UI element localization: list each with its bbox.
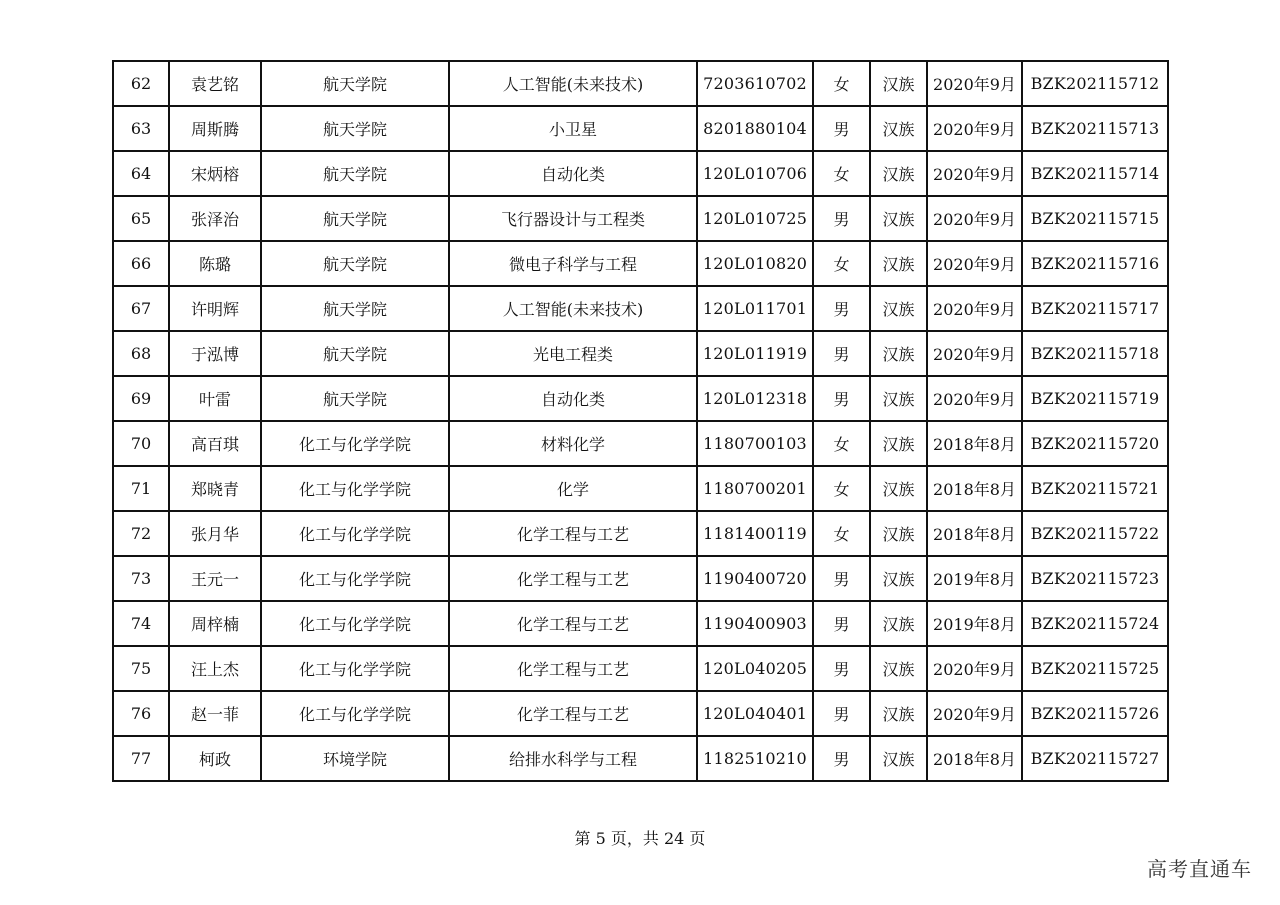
student-name-cell: 张月华 (169, 511, 261, 556)
certificate-number-cell: BZK202115726 (1022, 691, 1168, 736)
gender-cell: 男 (813, 691, 870, 736)
gender-cell: 女 (813, 421, 870, 466)
student-id-cell: 8201880104 (697, 106, 813, 151)
major-cell: 化学 (449, 466, 697, 511)
certificate-number-cell: BZK202115722 (1022, 511, 1168, 556)
table-row (113, 421, 1168, 466)
certificate-number-cell: BZK202115716 (1022, 241, 1168, 286)
ethnicity-cell: 汉族 (870, 511, 927, 556)
ethnicity-cell: 汉族 (870, 61, 927, 106)
certificate-number-cell: BZK202115719 (1022, 376, 1168, 421)
gender-cell: 男 (813, 286, 870, 331)
enrollment-date-cell: 2020年9月 (927, 646, 1022, 691)
row-number-cell: 68 (113, 331, 169, 376)
student-id-cell: 1182510210 (697, 736, 813, 781)
row-number-cell: 71 (113, 466, 169, 511)
student-id-cell: 120L040205 (697, 646, 813, 691)
major-cell: 材料化学 (449, 421, 697, 466)
row-number-cell: 73 (113, 556, 169, 601)
student-name-cell: 汪上杰 (169, 646, 261, 691)
major-cell: 光电工程类 (449, 331, 697, 376)
table-row (113, 556, 1168, 601)
college-cell: 化工与化学学院 (261, 421, 449, 466)
student-name-cell: 陈璐 (169, 241, 261, 286)
student-roster-table (112, 60, 1169, 782)
student-name-cell: 郑晓青 (169, 466, 261, 511)
gender-cell: 男 (813, 646, 870, 691)
college-cell: 化工与化学学院 (261, 601, 449, 646)
ethnicity-cell: 汉族 (870, 691, 927, 736)
row-number-cell: 67 (113, 286, 169, 331)
enrollment-date-cell: 2020年9月 (927, 376, 1022, 421)
major-cell: 化学工程与工艺 (449, 556, 697, 601)
major-cell: 人工智能(未来技术) (449, 61, 697, 106)
gender-cell: 女 (813, 241, 870, 286)
enrollment-date-cell: 2020年9月 (927, 196, 1022, 241)
enrollment-date-cell: 2019年8月 (927, 601, 1022, 646)
student-name-cell: 于泓博 (169, 331, 261, 376)
table-row (113, 286, 1168, 331)
ethnicity-cell: 汉族 (870, 196, 927, 241)
table-row (113, 466, 1168, 511)
college-cell: 化工与化学学院 (261, 466, 449, 511)
row-number-cell: 66 (113, 241, 169, 286)
enrollment-date-cell: 2020年9月 (927, 241, 1022, 286)
student-id-cell: 1180700201 (697, 466, 813, 511)
row-number-cell: 77 (113, 736, 169, 781)
gender-cell: 女 (813, 466, 870, 511)
college-cell: 化工与化学学院 (261, 556, 449, 601)
ethnicity-cell: 汉族 (870, 466, 927, 511)
table-row (113, 601, 1168, 646)
student-id-cell: 120L040401 (697, 691, 813, 736)
enrollment-date-cell: 2018年8月 (927, 421, 1022, 466)
ethnicity-cell: 汉族 (870, 331, 927, 376)
college-cell: 航天学院 (261, 376, 449, 421)
enrollment-date-cell: 2018年8月 (927, 466, 1022, 511)
row-number-cell: 76 (113, 691, 169, 736)
enrollment-date-cell: 2018年8月 (927, 736, 1022, 781)
table-row (113, 241, 1168, 286)
student-name-cell: 叶雷 (169, 376, 261, 421)
ethnicity-cell: 汉族 (870, 241, 927, 286)
ethnicity-cell: 汉族 (870, 556, 927, 601)
enrollment-date-cell: 2020年9月 (927, 61, 1022, 106)
row-number-cell: 72 (113, 511, 169, 556)
college-cell: 航天学院 (261, 61, 449, 106)
student-id-cell: 1181400119 (697, 511, 813, 556)
gender-cell: 男 (813, 601, 870, 646)
certificate-number-cell: BZK202115720 (1022, 421, 1168, 466)
certificate-number-cell: BZK202115713 (1022, 106, 1168, 151)
student-name-cell: 周斯腾 (169, 106, 261, 151)
college-cell: 航天学院 (261, 151, 449, 196)
certificate-number-cell: BZK202115718 (1022, 331, 1168, 376)
gender-cell: 男 (813, 106, 870, 151)
row-number-cell: 64 (113, 151, 169, 196)
certificate-number-cell: BZK202115712 (1022, 61, 1168, 106)
certificate-number-cell: BZK202115727 (1022, 736, 1168, 781)
certificate-number-cell: BZK202115714 (1022, 151, 1168, 196)
table-row (113, 511, 1168, 556)
row-number-cell: 74 (113, 601, 169, 646)
gender-cell: 女 (813, 61, 870, 106)
student-name-cell: 高百琪 (169, 421, 261, 466)
table-row (113, 691, 1168, 736)
table-row (113, 196, 1168, 241)
major-cell: 化学工程与工艺 (449, 601, 697, 646)
major-cell: 化学工程与工艺 (449, 646, 697, 691)
major-cell: 自动化类 (449, 376, 697, 421)
gender-cell: 女 (813, 151, 870, 196)
student-id-cell: 1190400720 (697, 556, 813, 601)
gender-cell: 男 (813, 736, 870, 781)
enrollment-date-cell: 2020年9月 (927, 151, 1022, 196)
ethnicity-cell: 汉族 (870, 601, 927, 646)
table-row (113, 151, 1168, 196)
student-id-cell: 1190400903 (697, 601, 813, 646)
page-number: 第 5 页，共 24 页 (574, 829, 706, 848)
enrollment-date-cell: 2020年9月 (927, 106, 1022, 151)
gender-cell: 男 (813, 556, 870, 601)
student-name-cell: 袁艺铭 (169, 61, 261, 106)
student-name-cell: 赵一菲 (169, 691, 261, 736)
table-row (113, 61, 1168, 106)
student-id-cell: 1180700103 (697, 421, 813, 466)
table-row (113, 646, 1168, 691)
major-cell: 化学工程与工艺 (449, 511, 697, 556)
row-number-cell: 63 (113, 106, 169, 151)
certificate-number-cell: BZK202115717 (1022, 286, 1168, 331)
table-row (113, 331, 1168, 376)
enrollment-date-cell: 2020年9月 (927, 331, 1022, 376)
certificate-number-cell: BZK202115715 (1022, 196, 1168, 241)
major-cell: 飞行器设计与工程类 (449, 196, 697, 241)
gender-cell: 男 (813, 331, 870, 376)
gender-cell: 男 (813, 196, 870, 241)
college-cell: 化工与化学学院 (261, 646, 449, 691)
ethnicity-cell: 汉族 (870, 646, 927, 691)
major-cell: 给排水科学与工程 (449, 736, 697, 781)
certificate-number-cell: BZK202115721 (1022, 466, 1168, 511)
certificate-number-cell: BZK202115723 (1022, 556, 1168, 601)
gender-cell: 女 (813, 511, 870, 556)
row-number-cell: 69 (113, 376, 169, 421)
table-row (113, 376, 1168, 421)
student-name-cell: 许明辉 (169, 286, 261, 331)
college-cell: 航天学院 (261, 196, 449, 241)
row-number-cell: 62 (113, 61, 169, 106)
ethnicity-cell: 汉族 (870, 106, 927, 151)
student-id-cell: 120L011701 (697, 286, 813, 331)
major-cell: 小卫星 (449, 106, 697, 151)
student-name-cell: 王元一 (169, 556, 261, 601)
enrollment-date-cell: 2018年8月 (927, 511, 1022, 556)
ethnicity-cell: 汉族 (870, 421, 927, 466)
major-cell: 微电子科学与工程 (449, 241, 697, 286)
college-cell: 航天学院 (261, 331, 449, 376)
college-cell: 化工与化学学院 (261, 691, 449, 736)
student-id-cell: 120L010706 (697, 151, 813, 196)
student-id-cell: 120L012318 (697, 376, 813, 421)
student-id-cell: 120L011919 (697, 331, 813, 376)
row-number-cell: 75 (113, 646, 169, 691)
row-number-cell: 70 (113, 421, 169, 466)
major-cell: 人工智能(未来技术) (449, 286, 697, 331)
ethnicity-cell: 汉族 (870, 286, 927, 331)
college-cell: 化工与化学学院 (261, 511, 449, 556)
watermark-logo-text: 高考直通车 (1147, 857, 1252, 881)
row-number-cell: 65 (113, 196, 169, 241)
college-cell: 航天学院 (261, 106, 449, 151)
student-name-cell: 周梓楠 (169, 601, 261, 646)
college-cell: 环境学院 (261, 736, 449, 781)
enrollment-date-cell: 2020年9月 (927, 286, 1022, 331)
enrollment-date-cell: 2019年8月 (927, 556, 1022, 601)
ethnicity-cell: 汉族 (870, 376, 927, 421)
certificate-number-cell: BZK202115725 (1022, 646, 1168, 691)
enrollment-date-cell: 2020年9月 (927, 691, 1022, 736)
certificate-number-cell: BZK202115724 (1022, 601, 1168, 646)
roster-body (113, 61, 1168, 781)
major-cell: 自动化类 (449, 151, 697, 196)
gender-cell: 男 (813, 376, 870, 421)
student-id-cell: 120L010820 (697, 241, 813, 286)
table-row (113, 736, 1168, 781)
ethnicity-cell: 汉族 (870, 736, 927, 781)
table-row (113, 106, 1168, 151)
college-cell: 航天学院 (261, 241, 449, 286)
student-id-cell: 120L010725 (697, 196, 813, 241)
student-name-cell: 张泽治 (169, 196, 261, 241)
ethnicity-cell: 汉族 (870, 151, 927, 196)
major-cell: 化学工程与工艺 (449, 691, 697, 736)
college-cell: 航天学院 (261, 286, 449, 331)
student-name-cell: 柯政 (169, 736, 261, 781)
student-id-cell: 7203610702 (697, 61, 813, 106)
student-name-cell: 宋炳榕 (169, 151, 261, 196)
